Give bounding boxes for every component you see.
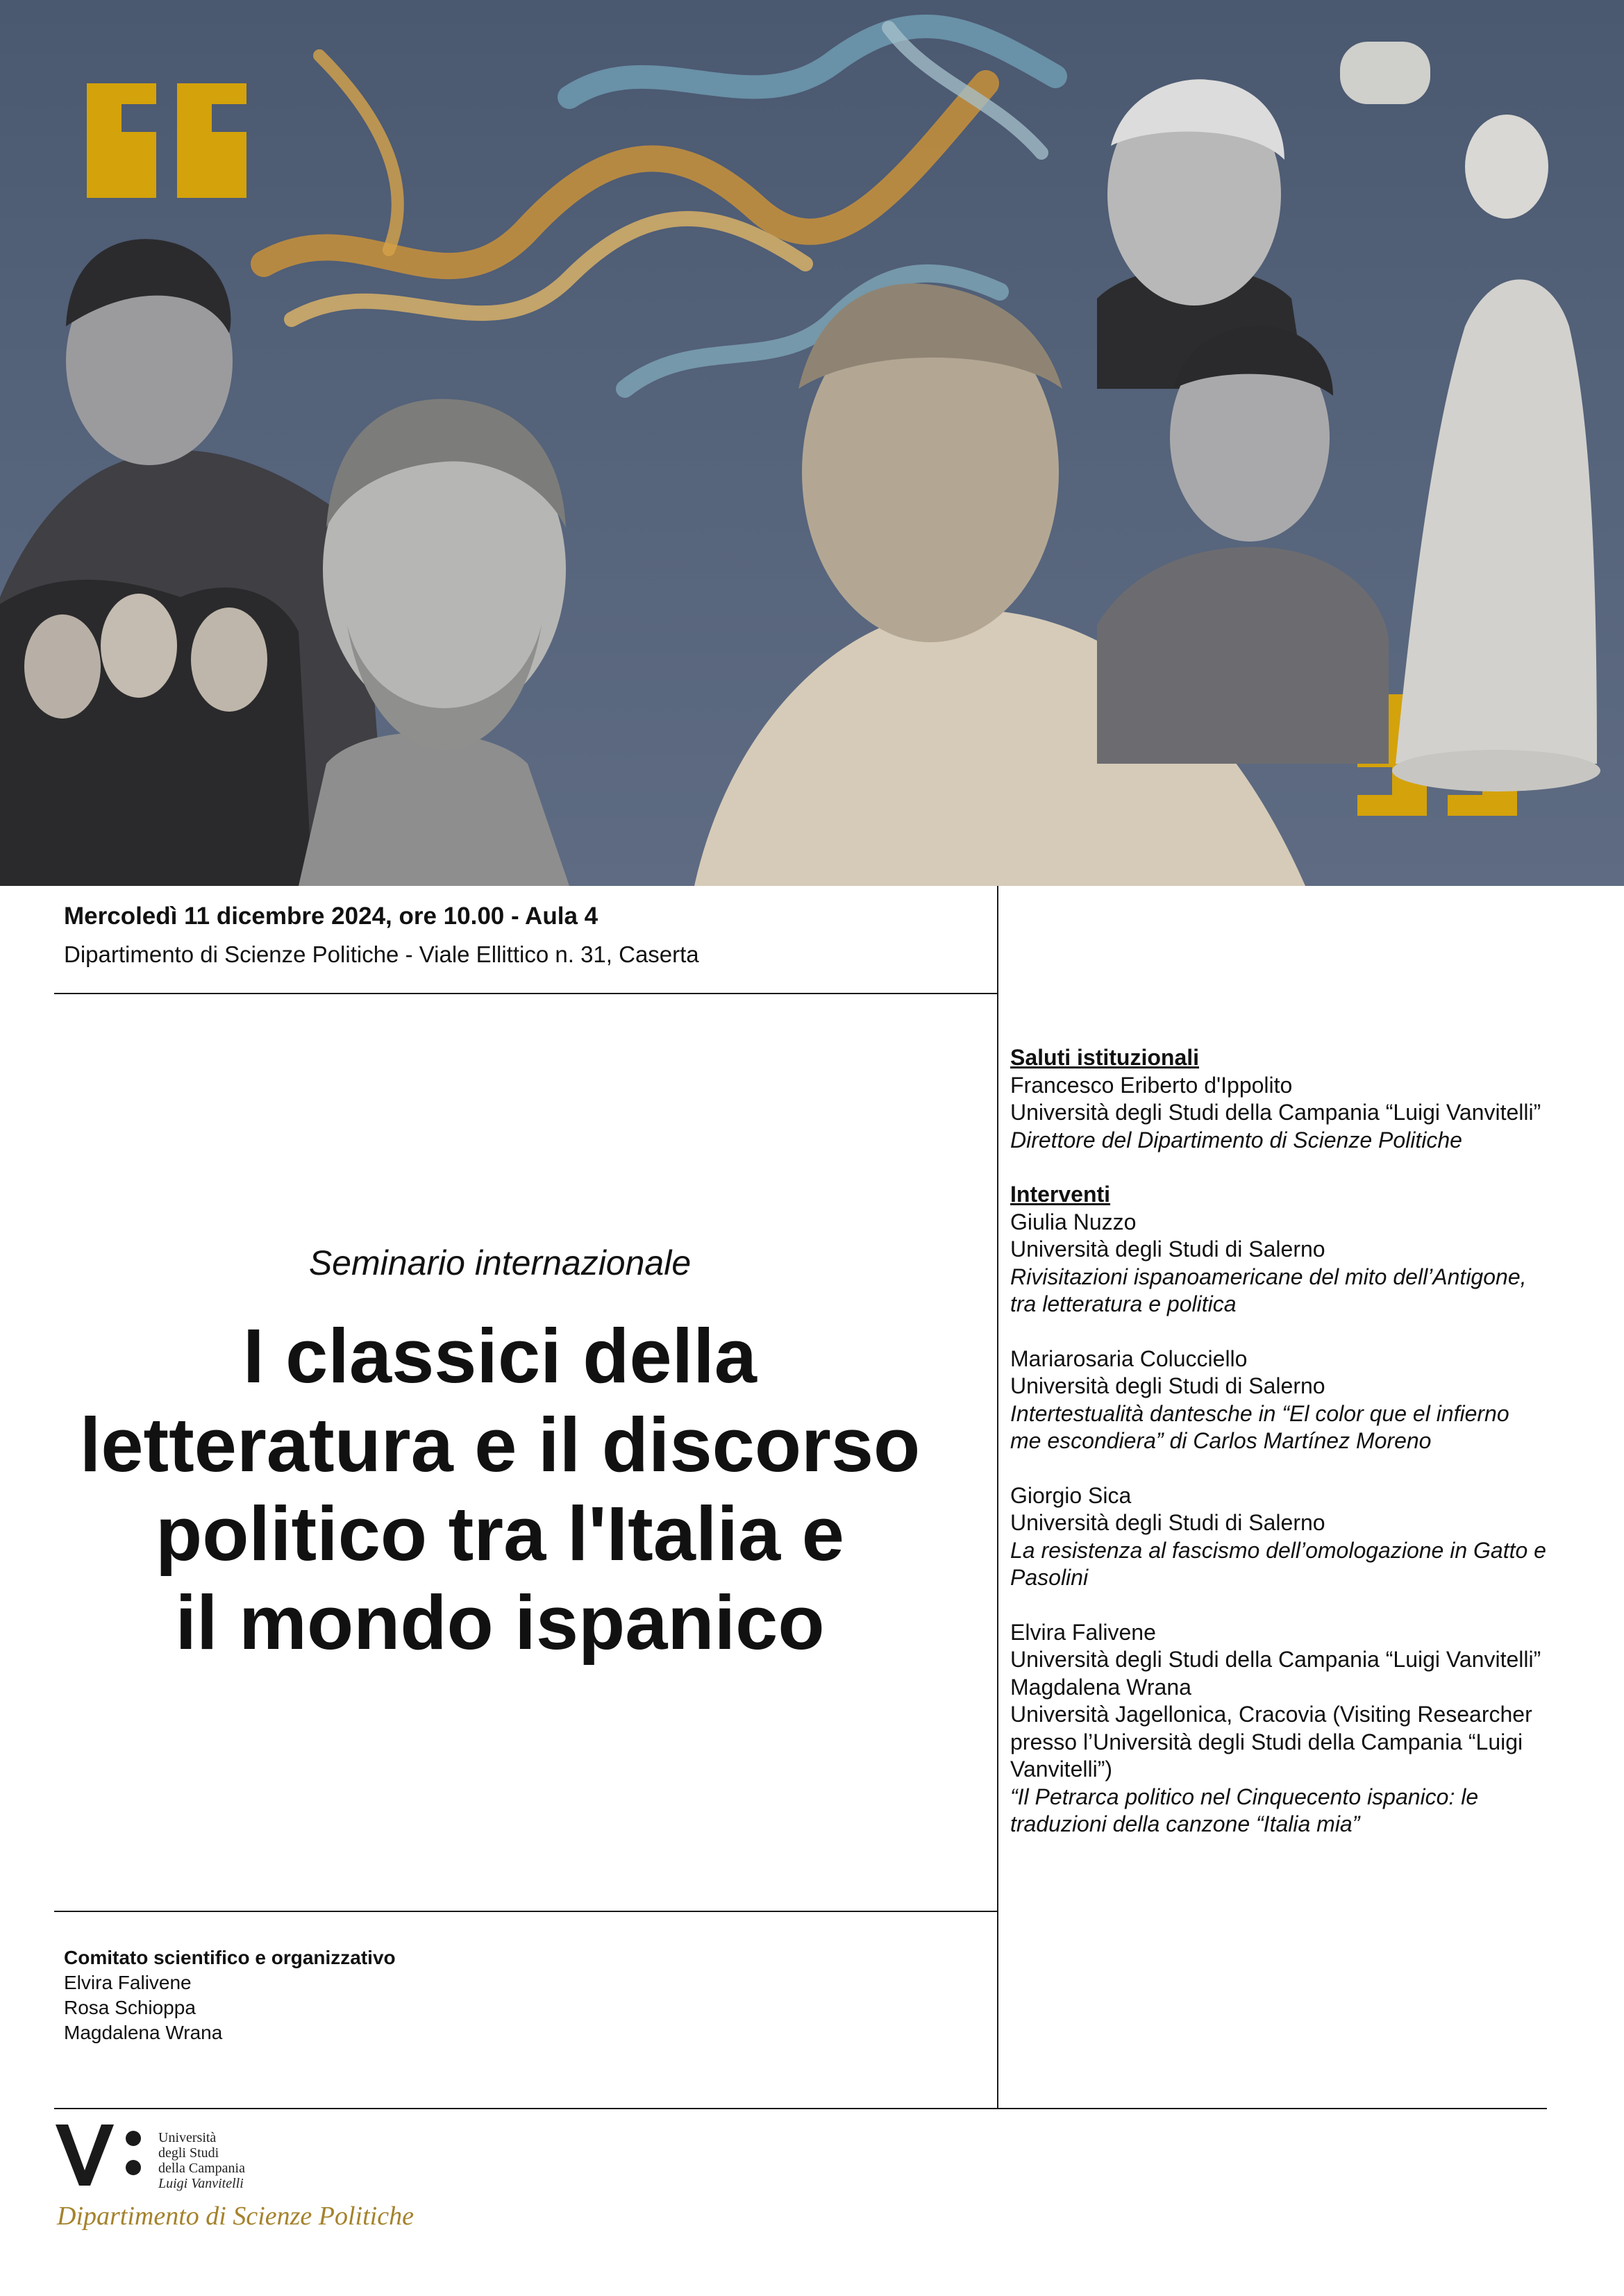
talk-title: La resistenza al fascismo dell’omologazione in Gatto e <box>1010 1537 1546 1563</box>
seminar-title <box>56 1312 944 1668</box>
speaker-affiliation: Università degli Studi di Salerno <box>1010 1237 1325 1262</box>
talk-title: Pasolini <box>1010 1565 1089 1590</box>
talk-title: Rivisitazioni ispanoamericane del mito dell’Antigone, <box>1010 1264 1527 1289</box>
medieval-figures <box>0 580 312 886</box>
event-venue: Dipartimento di Scienze Politiche - Viale Ellittico n. 31, Caserta <box>64 941 699 967</box>
portrait-mid-right <box>1097 326 1389 764</box>
committee-member: Rosa Schioppa <box>64 1997 196 2018</box>
committee-member: Magdalena Wrana <box>64 2022 223 2043</box>
speaker-name: Giorgio Sica <box>1010 1482 1132 1508</box>
talk-title: tra letteratura e politica <box>1010 1291 1237 1316</box>
committee-member: Elvira Falivene <box>64 1972 192 1993</box>
divider-title-bottom <box>54 1911 997 1912</box>
title-line: il mondo ispanico <box>175 1580 825 1666</box>
bust-bearded <box>299 399 569 886</box>
talk-title: me escondiera” di Carlos Martínez Moreno <box>1010 1428 1432 1453</box>
divider-footer <box>54 2108 1547 2109</box>
speaker-affiliation: Università degli Studi di Salerno <box>1010 1373 1325 1398</box>
speaker-name: Francesco Eriberto d'Ippolito <box>1010 1072 1293 1098</box>
speaker-affiliation: Università degli Studi della Campania “Luigi Vanvitelli” <box>1010 1100 1541 1125</box>
department-name: Dipartimento di Scienze Politiche <box>57 2202 414 2231</box>
title-line: politico tra l'Italia e <box>156 1491 844 1577</box>
logo-text-line: della Campania <box>158 2161 245 2176</box>
event-date-time: Mercoledì 11 dicembre 2024, ore 10.00 - Aula 4 <box>64 903 598 930</box>
committee-heading: Comitato scientifico e organizzativo <box>64 1947 396 1968</box>
saluti-heading: Saluti istituzionali <box>1010 1045 1200 1070</box>
speaker-name: Giulia Nuzzo <box>1010 1209 1137 1234</box>
university-logo-icon <box>56 2125 153 2187</box>
divider-header-bottom <box>54 993 997 994</box>
speaker-affiliation: presso l’Università degli Studi della Campania “Luigi <box>1010 1729 1523 1754</box>
seminar-subtitle: Seminario internazionale <box>308 1243 692 1282</box>
logo-text-line: Università <box>158 2130 217 2145</box>
logo-text-line: Luigi Vanvitelli <box>158 2176 244 2191</box>
speaker-affiliation: Università degli Studi della Campania “Luigi Vanvitelli” <box>1010 1647 1541 1672</box>
program-column <box>1010 1044 1607 1838</box>
talk-title: Intertestualità dantesche in “El color que el infierno <box>1010 1400 1509 1426</box>
hero-collage <box>0 0 1624 886</box>
title-line: I classici della <box>243 1314 757 1399</box>
speaker-role: Direttore del Dipartimento di Scienze Politiche <box>1010 1127 1462 1153</box>
committee-block <box>64 1945 396 2045</box>
collage-illustration <box>0 0 1624 886</box>
talk-title: “Il Petrarca politico nel Cinquecento ispanico: le <box>1010 1784 1479 1809</box>
open-quote-icon <box>87 83 246 198</box>
speaker-name: Mariarosaria Colucciello <box>1010 1346 1248 1371</box>
speaker-affiliation: Università Jagellonica, Cracovia (Visiting Researcher <box>1010 1702 1532 1727</box>
talk-title: traduzioni della canzone “Italia mia” <box>1010 1811 1360 1836</box>
speaker-affiliation: Università degli Studi di Salerno <box>1010 1510 1325 1535</box>
logo-text-line: degli Studi <box>158 2145 219 2161</box>
speaker-name: Magdalena Wrana <box>1010 1674 1191 1700</box>
interventi-heading: Interventi <box>1010 1182 1111 1207</box>
university-name <box>158 2130 245 2191</box>
title-line: letteratura e il discorso <box>79 1402 921 1488</box>
divider-vertical <box>997 886 998 2108</box>
speaker-name: Elvira Falivene <box>1010 1619 1156 1645</box>
speaker-affiliation: Vanvitelli”) <box>1010 1757 1112 1782</box>
